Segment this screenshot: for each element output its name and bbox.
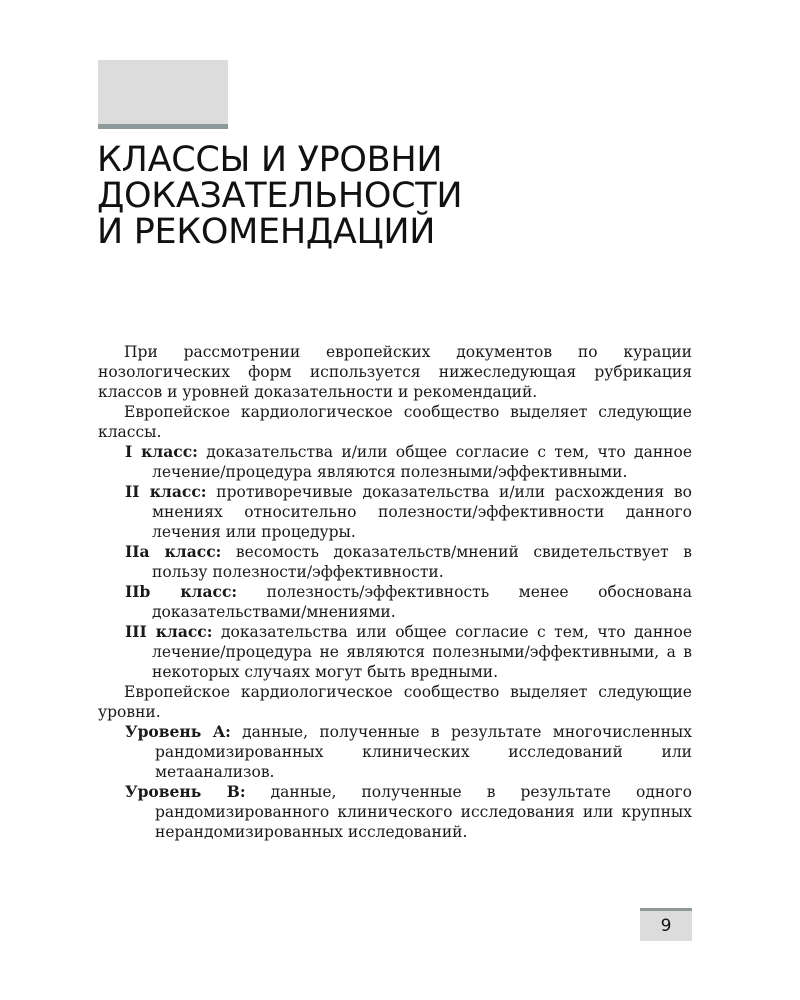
- title-line-3: И РЕКОМЕНДАЦИЙ: [97, 212, 436, 252]
- page-title: [97, 142, 697, 250]
- body-text: [98, 342, 692, 842]
- class-item: [98, 622, 692, 682]
- class-text: доказательства и/или общее согласие с тем, что данное лечение/процедура являются полезными/эффективными.: [152, 443, 692, 481]
- class-text: противоречивые доказательства и/или расхождения во мнениях относительно полезности/эффективности данного лечения или процедуры.: [152, 483, 692, 541]
- class-label: II класс:: [125, 482, 207, 501]
- classes-intro: Европейское кардиологическое сообщество выделяет следующие классы.: [98, 403, 692, 441]
- header-decor-bar: [98, 124, 228, 129]
- level-item: [98, 722, 692, 782]
- title-line-2: ДОКАЗАТЕЛЬНОСТИ: [97, 176, 463, 216]
- class-text: весомость доказательств/мнений свидетельствует в пользу полезности/эффективности.: [152, 543, 693, 581]
- level-text: данные, полученные в результате многочисленных рандомизированных клинических исследований или метаанализов.: [155, 723, 693, 781]
- intro-paragraph: При рассмотрении европейских документов по курации нозологических форм используется нижеследующая рубрикация классов и уровней доказательности и рекомендаций.: [98, 343, 692, 401]
- class-item: [98, 482, 692, 542]
- class-text: доказательства или общее согласие с тем, что данное лечение/процедура не являются полезными/эффективными, а в некоторых случаях могут быть вредными.: [152, 623, 692, 681]
- header-decor-box: [98, 60, 228, 124]
- class-item: [98, 582, 692, 622]
- level-item: [98, 782, 692, 842]
- class-item: [98, 542, 692, 582]
- class-text: полезность/эффективность менее обоснована доказательствами/мнениями.: [152, 583, 693, 621]
- class-label: IIa класс:: [125, 542, 222, 561]
- page-number: 9: [640, 908, 692, 941]
- class-label: III класс:: [125, 622, 213, 641]
- class-label: IIb класс:: [125, 582, 238, 601]
- level-label: Уровень A:: [125, 722, 231, 741]
- class-label: I класс:: [125, 442, 198, 461]
- level-label: Уровень B:: [125, 782, 246, 801]
- class-item: [98, 442, 692, 482]
- title-line-1: КЛАССЫ И УРОВНИ: [97, 140, 443, 180]
- levels-intro: Европейское кардиологическое сообщество выделяет следующие уровни.: [98, 683, 692, 721]
- level-text: данные, полученные в результате одного рандомизированного клинического исследования или крупных нерандомизированных исследований.: [155, 783, 692, 841]
